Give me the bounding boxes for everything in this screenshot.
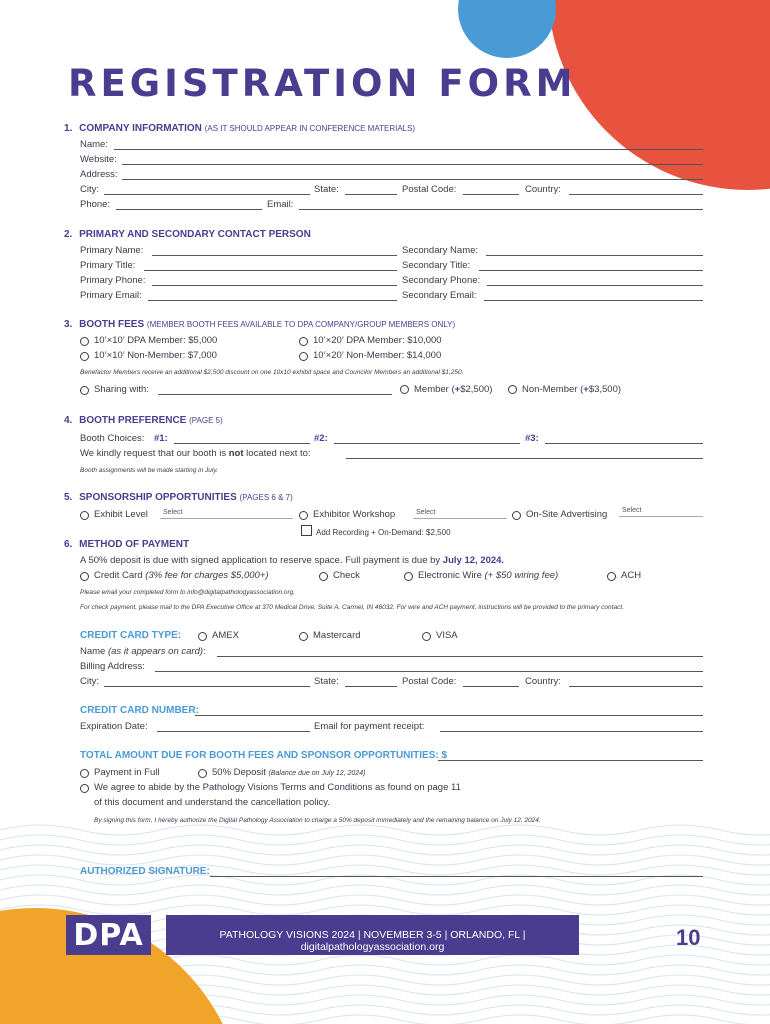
booth-request-not: not	[228, 448, 244, 459]
secondary-phone-field[interactable]	[487, 285, 703, 286]
share-nonmember-prefix: Non-Member (	[522, 384, 584, 395]
primary-phone-label: Primary Phone:	[80, 275, 146, 286]
credit-card-number-label: CREDIT CARD NUMBER:	[80, 705, 199, 716]
section-number: 6.	[64, 539, 73, 550]
deposit-label	[212, 767, 365, 780]
booth-choice-3-field[interactable]	[545, 443, 703, 444]
secondary-email-field[interactable]	[484, 300, 703, 301]
share-nonmember-amount: $3,500)	[588, 384, 622, 395]
primary-title-field[interactable]	[144, 270, 397, 271]
name-on-card-colon: :	[203, 646, 206, 657]
billing-state-field[interactable]	[345, 686, 397, 687]
section-number: 2.	[64, 229, 73, 240]
section-sponsorship-header	[64, 492, 293, 504]
exhibit-level-label: Exhibit Level	[94, 509, 148, 520]
receipt-email-label: Email for payment receipt:	[314, 721, 425, 732]
sharing-radio[interactable]	[80, 386, 89, 395]
visa-label: VISA	[436, 630, 458, 641]
phone-label: Phone:	[80, 199, 111, 210]
email-form-note: Please email your completed form to info@digitalpathologyassociation.org.	[80, 589, 296, 596]
primary-name-field[interactable]	[152, 255, 397, 256]
billing-country-field[interactable]	[569, 686, 703, 687]
phone-field[interactable]	[116, 209, 262, 210]
website-field[interactable]	[122, 164, 703, 165]
primary-phone-field[interactable]	[152, 285, 397, 286]
workshop-radio[interactable]	[299, 511, 308, 520]
section-company-header	[64, 123, 415, 135]
primary-email-label: Primary Email:	[80, 290, 142, 301]
billing-address-label: Billing Address:	[80, 661, 145, 672]
wire-text: Electronic Wire	[418, 570, 485, 581]
onsite-label: On-Site Advertising	[526, 509, 608, 520]
booth-option-4-radio[interactable]	[299, 352, 308, 361]
page-title: REGISTRATION FORM	[68, 62, 577, 105]
section-contact-header	[64, 229, 311, 241]
wire-radio[interactable]	[404, 572, 413, 581]
check-radio[interactable]	[319, 572, 328, 581]
billing-city-field[interactable]	[104, 686, 310, 687]
ach-label: ACH	[621, 570, 642, 581]
add-recording-label: Add Recording + On-Demand: $2,500	[316, 528, 451, 537]
exhibit-level-radio[interactable]	[80, 511, 89, 520]
name-on-card-text: Name	[80, 646, 108, 657]
section-title: SPONSORSHIP OPPORTUNITIES	[79, 492, 237, 503]
section-payment-header	[64, 539, 189, 551]
sharing-label: Sharing with:	[94, 384, 149, 395]
section-title: BOOTH FEES	[79, 319, 145, 330]
amex-radio[interactable]	[198, 632, 207, 641]
booth-request-field[interactable]	[346, 458, 703, 459]
section-number: 1.	[64, 123, 73, 134]
agree-line-2: of this document and understand the cancellation policy.	[94, 797, 330, 808]
credit-card-number-field[interactable]	[195, 715, 703, 716]
postal-field[interactable]	[463, 194, 519, 195]
booth-option-4-label: 10’×20’ Non-Member: $14,000	[313, 350, 442, 361]
credit-card-radio[interactable]	[80, 572, 89, 581]
onsite-select[interactable]: Select	[619, 506, 703, 517]
ach-radio[interactable]	[607, 572, 616, 581]
total-amount-field[interactable]	[438, 760, 703, 761]
deposit-radio[interactable]	[198, 769, 207, 778]
section-note: (PAGES 6 & 7)	[239, 493, 293, 502]
share-nonmember-label	[522, 384, 621, 396]
name-on-card-field[interactable]	[217, 656, 703, 657]
expiration-label: Expiration Date:	[80, 721, 148, 732]
decorative-blue-circle	[458, 0, 556, 58]
booth-assign-note: Booth assignments will be made starting in July.	[80, 467, 218, 474]
booth-choice-2-label: #2:	[314, 433, 328, 444]
section-title: COMPANY INFORMATION	[79, 123, 202, 134]
booth-option-3-radio[interactable]	[299, 337, 308, 346]
email-label: Email:	[267, 199, 294, 210]
section-title: METHOD OF PAYMENT	[79, 539, 190, 550]
payment-full-radio[interactable]	[80, 769, 89, 778]
section-booth-fees-header	[64, 319, 455, 331]
expiration-field[interactable]	[157, 731, 310, 732]
section-title: PRIMARY AND SECONDARY CONTACT PERSON	[79, 229, 311, 240]
secondary-phone-label: Secondary Phone:	[402, 275, 481, 286]
workshop-select[interactable]: Select	[413, 508, 507, 519]
deposit-text	[80, 555, 504, 567]
wire-fee-note: (+ $50 wiring fee)	[484, 570, 559, 581]
booth-request-text-a: We kindly request that our booth is	[80, 448, 229, 459]
share-member-prefix: Member (	[414, 384, 455, 395]
company-name-label: Name:	[80, 139, 108, 150]
secondary-name-label: Secondary Name:	[402, 245, 479, 256]
share-nonmember-plus: +	[583, 384, 589, 395]
company-name-field[interactable]	[114, 149, 703, 150]
mastercard-label: Mastercard	[313, 630, 361, 641]
deposit-due-date: July 12, 2024.	[442, 555, 505, 566]
deposit-text: 50% Deposit	[212, 767, 266, 778]
postal-label: Postal Code:	[402, 184, 457, 195]
name-on-card-hint: (as it appears on card)	[107, 646, 204, 657]
secondary-title-field[interactable]	[479, 270, 703, 271]
primary-email-field[interactable]	[148, 300, 397, 301]
billing-city-label: City:	[80, 676, 99, 687]
total-amount-label: TOTAL AMOUNT DUE FOR BOOTH FEES AND SPONSOR OPPORTUNITIES: $	[80, 750, 448, 761]
secondary-title-label: Secondary Title:	[402, 260, 471, 271]
dpa-logo	[66, 915, 151, 955]
city-field[interactable]	[104, 194, 310, 195]
mastercard-radio[interactable]	[299, 632, 308, 641]
primary-title-label: Primary Title:	[80, 260, 136, 271]
booth-choice-3-label: #3:	[525, 433, 539, 444]
share-nonmember-radio[interactable]	[508, 385, 517, 394]
add-recording-checkbox[interactable]	[301, 525, 312, 536]
section-title: BOOTH PREFERENCE	[79, 415, 187, 426]
booth-request-text-c: located next to:	[243, 448, 311, 459]
footer-text: PATHOLOGY VISIONS 2024 | NOVEMBER 3-5 | ORLANDO, FL | digitalpathologyassociation.org	[219, 929, 526, 953]
booth-choice-2-field[interactable]	[334, 443, 520, 444]
page-number: 10	[676, 925, 701, 950]
booth-choice-1-field[interactable]	[174, 443, 310, 444]
signature-field[interactable]	[210, 876, 703, 877]
billing-country-label: Country:	[525, 676, 561, 687]
signature-label: AUTHORIZED SIGNATURE:	[80, 866, 210, 877]
secondary-email-label: Secondary Email:	[402, 290, 477, 301]
billing-postal-field[interactable]	[463, 686, 519, 687]
section-booth-preference-header	[64, 415, 223, 427]
credit-card-fee-note: (3% fee for charges $5,000+)	[145, 570, 269, 581]
booth-option-3-label: 10’×20’ DPA Member: $10,000	[313, 335, 442, 346]
section-note: (MEMBER BOOTH FEES AVAILABLE TO DPA COMPANY/GROUP MEMBERS ONLY)	[146, 320, 456, 329]
booth-option-1-radio[interactable]	[80, 337, 89, 346]
email-field[interactable]	[299, 209, 703, 210]
section-note: (AS IT SHOULD APPEAR IN CONFERENCE MATERIALS)	[204, 124, 416, 133]
check-payment-note: For check payment, please mail to the DPA Executive Office at 370 Medical Drive, Suite A, Carmel, IN 46032. For wire and ACH payment, instructions will be provided to the primary contact.	[80, 604, 624, 611]
decorative-red-circle	[548, 0, 770, 190]
country-field[interactable]	[569, 194, 703, 195]
primary-name-label: Primary Name:	[80, 245, 144, 256]
booth-request-label	[80, 448, 311, 460]
address-label: Address:	[80, 169, 118, 180]
billing-state-label: State:	[314, 676, 339, 687]
onsite-radio[interactable]	[512, 511, 521, 520]
billing-address-field[interactable]	[155, 671, 703, 672]
state-label: State:	[314, 184, 339, 195]
section-number: 5.	[64, 492, 73, 503]
exhibit-level-select[interactable]: Select	[160, 508, 293, 519]
credit-card-text: Credit Card	[94, 570, 146, 581]
name-on-card-label	[80, 646, 206, 658]
wire-label	[418, 570, 558, 582]
sharing-field[interactable]	[158, 394, 392, 395]
state-field[interactable]	[345, 194, 397, 195]
footer-banner	[166, 915, 579, 955]
deposit-text-a: A 50% deposit is due with signed application to reserve space. Full payment is due by	[80, 555, 443, 566]
logo-text: DPA	[73, 918, 144, 953]
booth-option-2-radio[interactable]	[80, 352, 89, 361]
amex-label: AMEX	[212, 630, 239, 641]
secondary-name-field[interactable]	[486, 255, 703, 256]
share-member-radio[interactable]	[400, 385, 409, 394]
workshop-label: Exhibitor Workshop	[313, 509, 396, 520]
share-member-plus: +	[454, 384, 461, 395]
address-field[interactable]	[122, 179, 703, 180]
agree-line-1: We agree to abide by the Pathology Visions Terms and Conditions as found on page 11	[94, 782, 461, 793]
benefactor-note: Benefactor Members receive an additional $2,500 discount on one 10x10 exhibit space and Councilor Members an additional $1,250.	[80, 369, 464, 376]
share-member-label	[414, 384, 492, 396]
check-label: Check	[333, 570, 360, 581]
city-label: City:	[80, 184, 99, 195]
billing-postal-label: Postal Code:	[402, 676, 457, 687]
visa-radio[interactable]	[422, 632, 431, 641]
credit-card-label	[94, 570, 269, 582]
booth-choice-1-label: #1:	[154, 433, 168, 444]
country-label: Country:	[525, 184, 561, 195]
booth-choices-label: Booth Choices:	[80, 433, 145, 444]
booth-option-2-label: 10’×10’ Non-Member: $7,000	[94, 350, 217, 361]
section-note: (PAGE 5)	[189, 416, 223, 425]
booth-option-1-label: 10’×10’ DPA Member: $5,000	[94, 335, 218, 346]
authorize-note: By signing this form, I hereby authorize the Digital Pathology Association to charge a 50% deposit immediately and the remaining balance on July 12, 2024.	[94, 817, 541, 824]
section-number: 3.	[64, 319, 73, 330]
credit-card-type-label: CREDIT CARD TYPE:	[80, 630, 182, 641]
section-number: 4.	[64, 415, 73, 426]
receipt-email-field[interactable]	[440, 731, 703, 732]
share-member-amount: $2,500)	[460, 384, 493, 395]
deposit-balance-note: (Balance due on July 12, 2024)	[268, 770, 366, 777]
agree-radio[interactable]	[80, 784, 89, 793]
website-label: Website:	[80, 154, 117, 165]
payment-full-label: Payment in Full	[94, 767, 160, 778]
